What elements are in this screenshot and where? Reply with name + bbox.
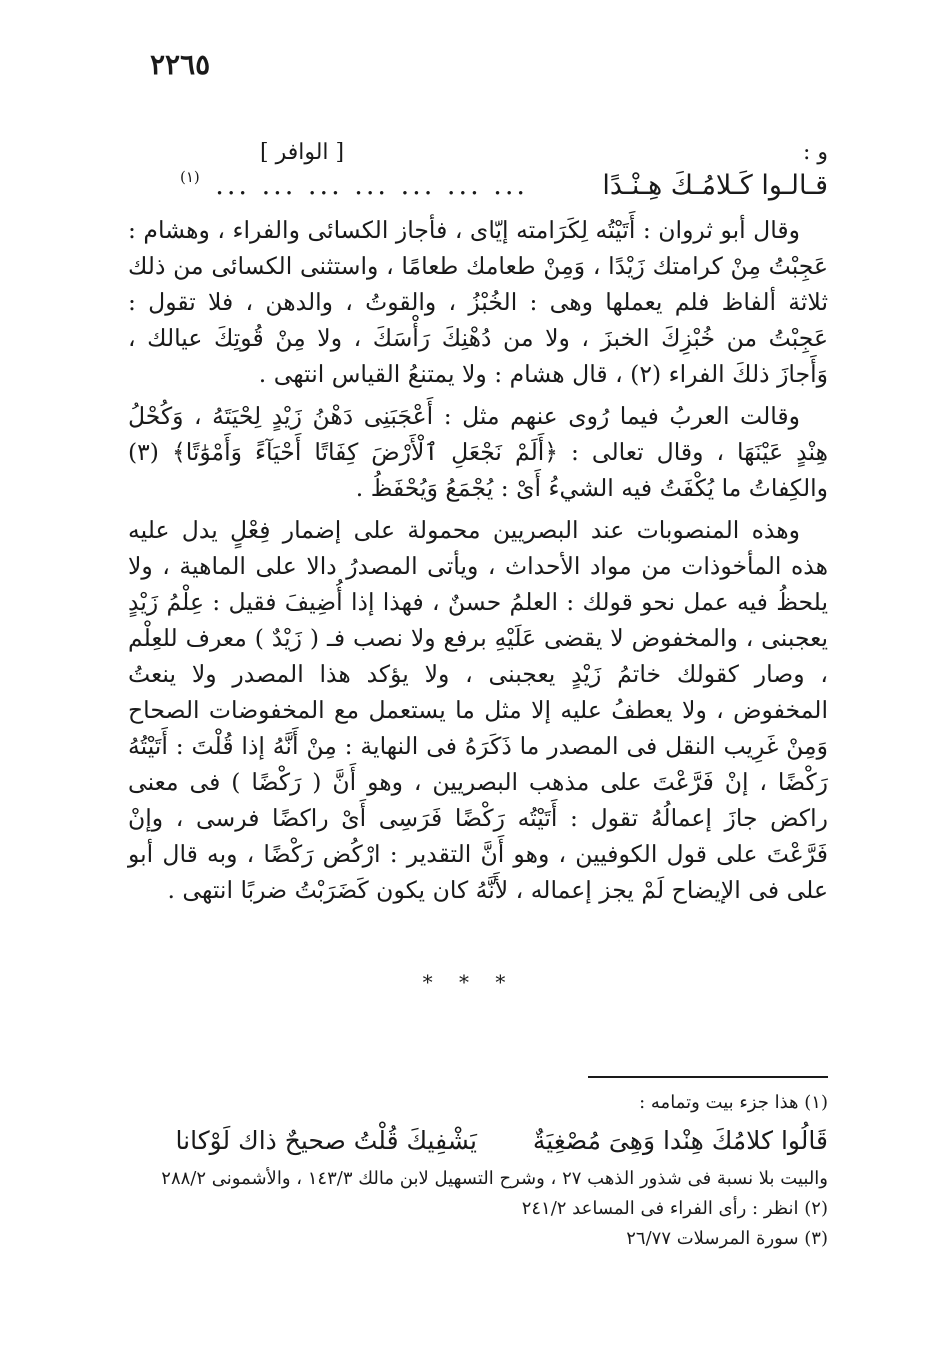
verse-first-hemistich: قـالـوا كَـلامُـكَ هِـنْـدًا [602,170,828,201]
verse-intro: و : [802,140,828,165]
main-text [128,212,828,914]
verse-dots: ... ... ... ... ... ... ... [215,170,528,201]
footnotes [128,1088,828,1254]
verse-line [130,170,828,210]
paragraph-1: وقال أبو ثروان : أَتَيْتُه لِكَرَامته إيّاى ، فأجاز الكسائى والفراء ، وهشام : عَجِبْتُ مِنْ كرامتك زَيْدًا ، وَمِنْ طعامك طعامًا ، واستثنى الكسائى من ذلك ثلاثة ألفاظ فلم يعملها وهى : الخُبْزُ ، والقوتُ ، والدهن ، فلا تقول : عَجِبْتُ من خُبْزِكَ الخبزَ ، ولا من دُهْنِكَ رَأْسَكَ ، ولا مِنْ قُوتِكَ عيالك ، وَأَجازَ ذلكَ الفراء (٢) ، قال هشام : ولا يمتنعُ القياس انتهى . [128,216,828,388]
verse-footnote-ref: (١) [180,168,200,186]
footnote-1-sources: والبيت بلا نسبة فى شذور الذهب ٢٧ ، وشرح التسهيل لابن مالك ١٤٣/٣ ، والأشمونى ٢٨٨/٢ [161,1168,828,1189]
verse-header [130,140,828,170]
footnote-1-verse-second: يَشْفِيكَ قُلْتُ صحيحٌ ذاك لَوْكانا [175,1126,477,1155]
page-number: ٢٢٦٥ [150,48,211,81]
footnote-divider [588,1076,828,1078]
meter-tag: [ الوافر ] [260,140,345,165]
footnote-1-verse [128,1118,828,1164]
paragraph-2: وقالت العربُ فيما رُوى عنهم مثل : أَعْجَبَنِى دَهْنُ زَيْدٍ لِحْيَتَهُ ، وَكُحْلُ هِنْدٍ عَيْنَهَا ، وقال تعالى : ﴿أَلَمْ نَجْعَلِ ٱلْأَرْضَ كِفَاتًا أَحْيَآءً وَأَمْوَٰتًا﴾ (٣) والكِفاتُ ما يُكْفَتُ فيه الشيءُ أَىْ : يُجْمَعُ وَيُحْفَظُ . [128,402,828,502]
footnote-3: (٣) سورة المرسلات ٢٦/٧٧ [626,1228,828,1249]
footnote-2: (٢) انظر : رأى الفراء فى المساعد ٢٤١/٢ [521,1198,828,1219]
section-separator: * * * [422,970,516,994]
paragraph-3: وهذه المنصوبات عند البصريين محمولة على إضمار فِعْلٍ يدل عليه هذه المأخوذات من مواد الأحداث ، ويأتى المصدرُ دالا على الماهية ، ولا يلحظُ فيه عمل نحو قولك : العلمُ حسنٌ ، فهذا إذا أُضِيفَ فقيل : عِلْمُ زَيْدٍ يعجبنى ، والمخفوض لا يقضى عَلَيْهِ برفع ولا نصب فـ ( زَيْدٌ ) معرف للعِلْم ، وصار كقولك خاتمُ زَيْدٍ يعجبنى ، ولا يؤكد هذا المصدر ولا ينعتُ المخفوض ، ولا يعطفُ عليه إلا مثل ما يستعمل مع المخفوضات الصحاح وَمِنْ غَرِيب النقل فى المصدر ما ذَكَرَهُ فى النهاية : مِنْ أَنَّهُ إذا قُلْتَ : أَتَيْتُهُ رَكْضًا ، إنْ فَرَّعْتَ على مذهب البصريين ، وهو أَنَّ ( رَكْضًا ) فى معنى راكض جازَ إعمالُهُ تقول : أَتَيْتُه رَكْضًا فَرَسِى أَىْ راكضًا فرسى ، وإنْ فَرَّعْتَ على قول الكوفيين ، وهو أَنَّ التقدير : ارْكُض رَكْضًا ، وبه قال أبو على فى الإيضاح لَمْ يجز إعماله ، لأَنَّهُ كان يكون كَضَرَبْتُ ضربًا انتهى . [128,516,828,904]
footnote-1-verse-first: قَالُوا كلامُكَ هِنْدا وَهِىَ مُصْغِيَةٌ [532,1126,828,1155]
footnote-1-intro: (١) هذا جزء بيت وتمامه : [639,1092,828,1113]
